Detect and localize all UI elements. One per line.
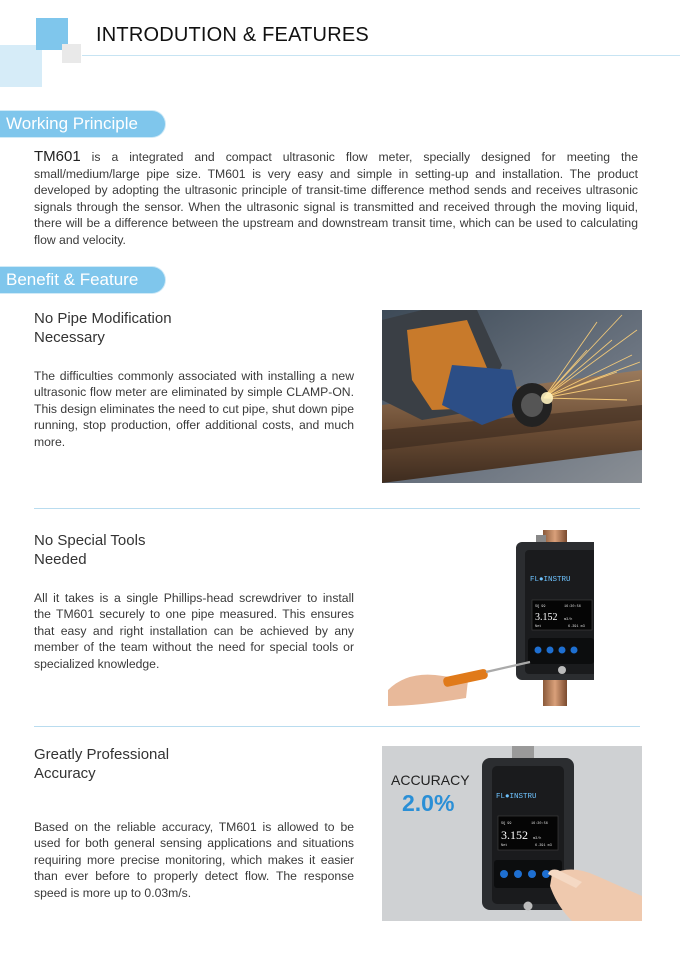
page-title: INTRODUTION & FEATURES — [96, 24, 369, 46]
device-status-right: 16:30:56 — [531, 822, 548, 826]
device-reading: 3.152 — [535, 612, 558, 623]
feature-title-line: Necessary — [34, 329, 105, 346]
header-deco-square-gray — [62, 44, 81, 63]
feature-title-line: Greatly Professional — [34, 746, 170, 763]
device-sub-right: 6.391 m3 — [535, 844, 552, 848]
photo-device-screwdriver — [388, 530, 594, 706]
feature-title-line: Accuracy — [34, 765, 96, 782]
device-reading-unit: m3/h — [533, 837, 542, 841]
intro-paragraph — [34, 149, 638, 249]
header-deco-square-light — [0, 45, 42, 87]
divider — [34, 726, 640, 727]
section-label-benefit-feature: Benefit & Feature — [0, 267, 165, 293]
feature-title-tools — [34, 531, 284, 569]
section-label-working-principle: Working Principle — [0, 111, 165, 137]
device-reading: 3.152 — [501, 828, 528, 842]
device-sub-right: 6.391 m3 — [568, 625, 585, 629]
feature-title-line: No Special Tools — [34, 532, 146, 549]
device-status-right: 16:30:56 — [564, 605, 581, 609]
feature-title-line: No Pipe Modification — [34, 310, 172, 327]
device-reading-unit: m3/h — [564, 618, 573, 622]
model-name: TM601 — [34, 148, 81, 165]
feature-body-tools: All it takes is a single Phillips-head screwdriver to install the TM601 securely to one pipe measured. This ensures that easy and right installation can be achieved by any member of the team without the need for special tools or specialized knowledge. — [34, 591, 354, 671]
intro-text: is a integrated and compact ultrasonic flow meter, specially designed for meeting the small/medium/large pipe size. TM601 is very easy and simple in setting-up and installation. The product developed by adopting the ultrasonic principle of transit-time difference method sends and receives ultrasonic signals through the sensor. When the ultrasonic signal is transmitted and received through the moving liquid, there will be a difference between the upstream and downstream transit time, which can be used to calculating flow and velocity. — [34, 150, 638, 247]
feature-body-pipe: The difficulties commonly associated with installing a new ultrasonic flow meter are eliminated by simple CLAMP-ON. This design eliminates the need to cut pipe, shut down pipe running, stop production, offer additional costs, and much more. — [34, 369, 354, 449]
accuracy-label: ACCURACY — [391, 772, 470, 788]
device-status-left: SQ 99 — [535, 605, 546, 609]
photo-pipe-grinding — [382, 310, 642, 483]
header-divider — [82, 55, 680, 56]
feature-title-line: Needed — [34, 551, 87, 568]
device-brand: FL●INSTRU — [496, 793, 537, 801]
device-brand: FL●INSTRU — [530, 576, 571, 584]
accuracy-value: 2.0% — [402, 790, 455, 816]
device-sub-left: Net — [535, 625, 542, 629]
feature-body-accuracy: Based on the reliable accuracy, TM601 is allowed to be used for both general sensing applications and situations requiring more precise monitoring, which makes it easier than ever before to properly detect flow. The response speed is more up to 0.03m/s. — [34, 820, 354, 900]
device-status-left: SQ 99 — [501, 822, 512, 826]
feature-title-pipe — [34, 309, 284, 347]
feature-title-accuracy — [34, 745, 284, 783]
device-sub-left: Net — [501, 844, 508, 848]
divider — [34, 508, 640, 509]
